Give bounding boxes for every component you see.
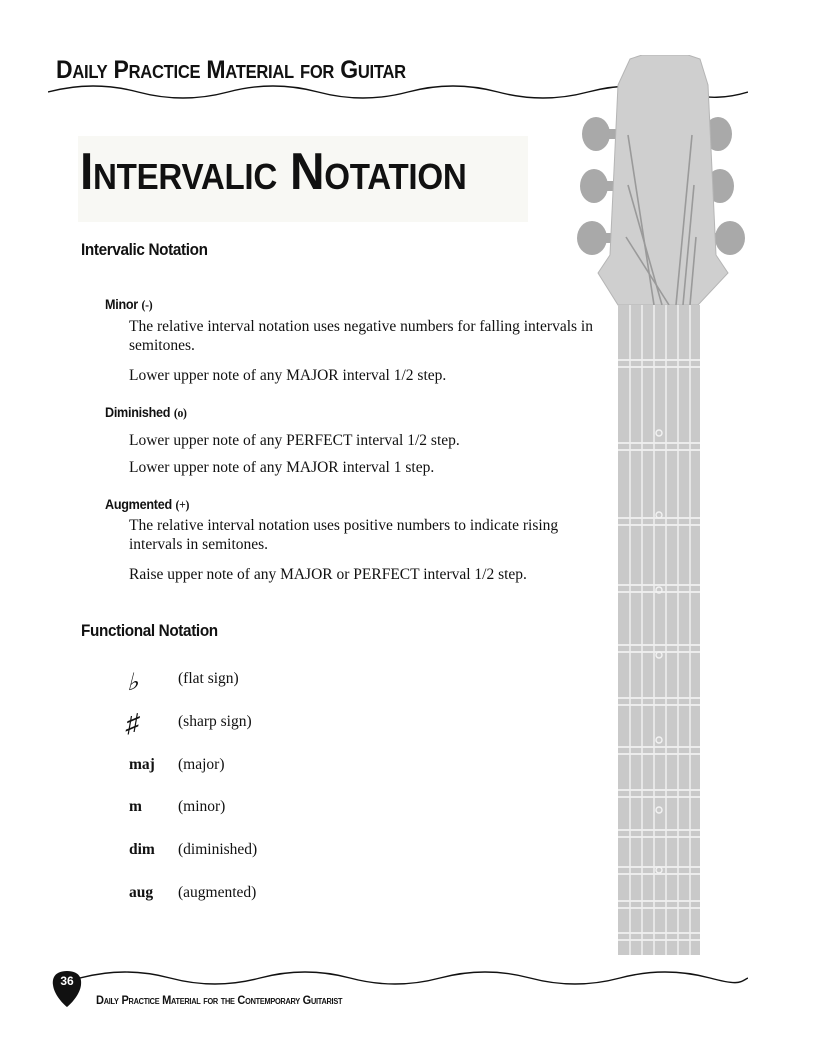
page-title: Intervalic Notation [80,143,467,201]
minor-symbol: (-) [141,297,153,312]
augmented-abbrev-symbol: aug [129,884,154,901]
augmented-symbol: (+) [175,497,190,512]
section-heading-intervalic: Intervalic Notation [81,240,208,259]
section-heading-functional: Functional Notation [81,621,218,640]
minor-abbrev-definition: (minor) [178,798,226,815]
augmented-text-1: The relative interval notation uses positive numbers to indicate rising intervals in semitones. [129,517,559,553]
running-header: Daily Practice Material for Guitar [56,56,406,84]
minor-text-2: Lower upper note of any MAJOR interval 1/2 step. [129,367,447,384]
sharp-sign-definition: (sharp sign) [178,713,252,730]
minor-text-1: The relative interval notation uses negative numbers for falling intervals in semitones. [129,318,593,354]
diminished-heading [105,404,187,421]
augmented-label: Augmented [105,496,172,512]
page-number: 36 [60,974,74,988]
diminished-abbrev-definition: (diminished) [178,841,258,858]
major-definition: (major) [178,756,225,773]
footer-wavy-rule [80,962,748,992]
flat-sign-symbol: ♭ [127,670,139,696]
major-symbol: maj [129,756,155,773]
footer-running-title: Daily Practice Material for the Contemporary Guitarist [96,993,343,1007]
diminished-text-1: Lower upper note of any PERFECT interval 1/2 step. [129,432,460,449]
diminished-label: Diminished [105,404,171,420]
minor-abbrev-symbol: m [129,798,142,815]
guitar-neck-illustration [570,55,750,960]
minor-heading [105,296,152,313]
flat-sign-definition: (flat sign) [178,670,239,687]
diminished-symbol: (o) [173,405,187,420]
sharp-sign-symbol: ♯ [126,709,139,738]
diminished-text-2: Lower upper note of any MAJOR interval 1 step. [129,459,435,476]
diminished-abbrev-symbol: dim [129,841,155,858]
minor-label: Minor [105,296,138,312]
augmented-abbrev-definition: (augmented) [178,884,257,901]
augmented-text-2: Raise upper note of any MAJOR or PERFECT interval 1/2 step. [129,566,527,583]
augmented-heading [105,496,189,513]
